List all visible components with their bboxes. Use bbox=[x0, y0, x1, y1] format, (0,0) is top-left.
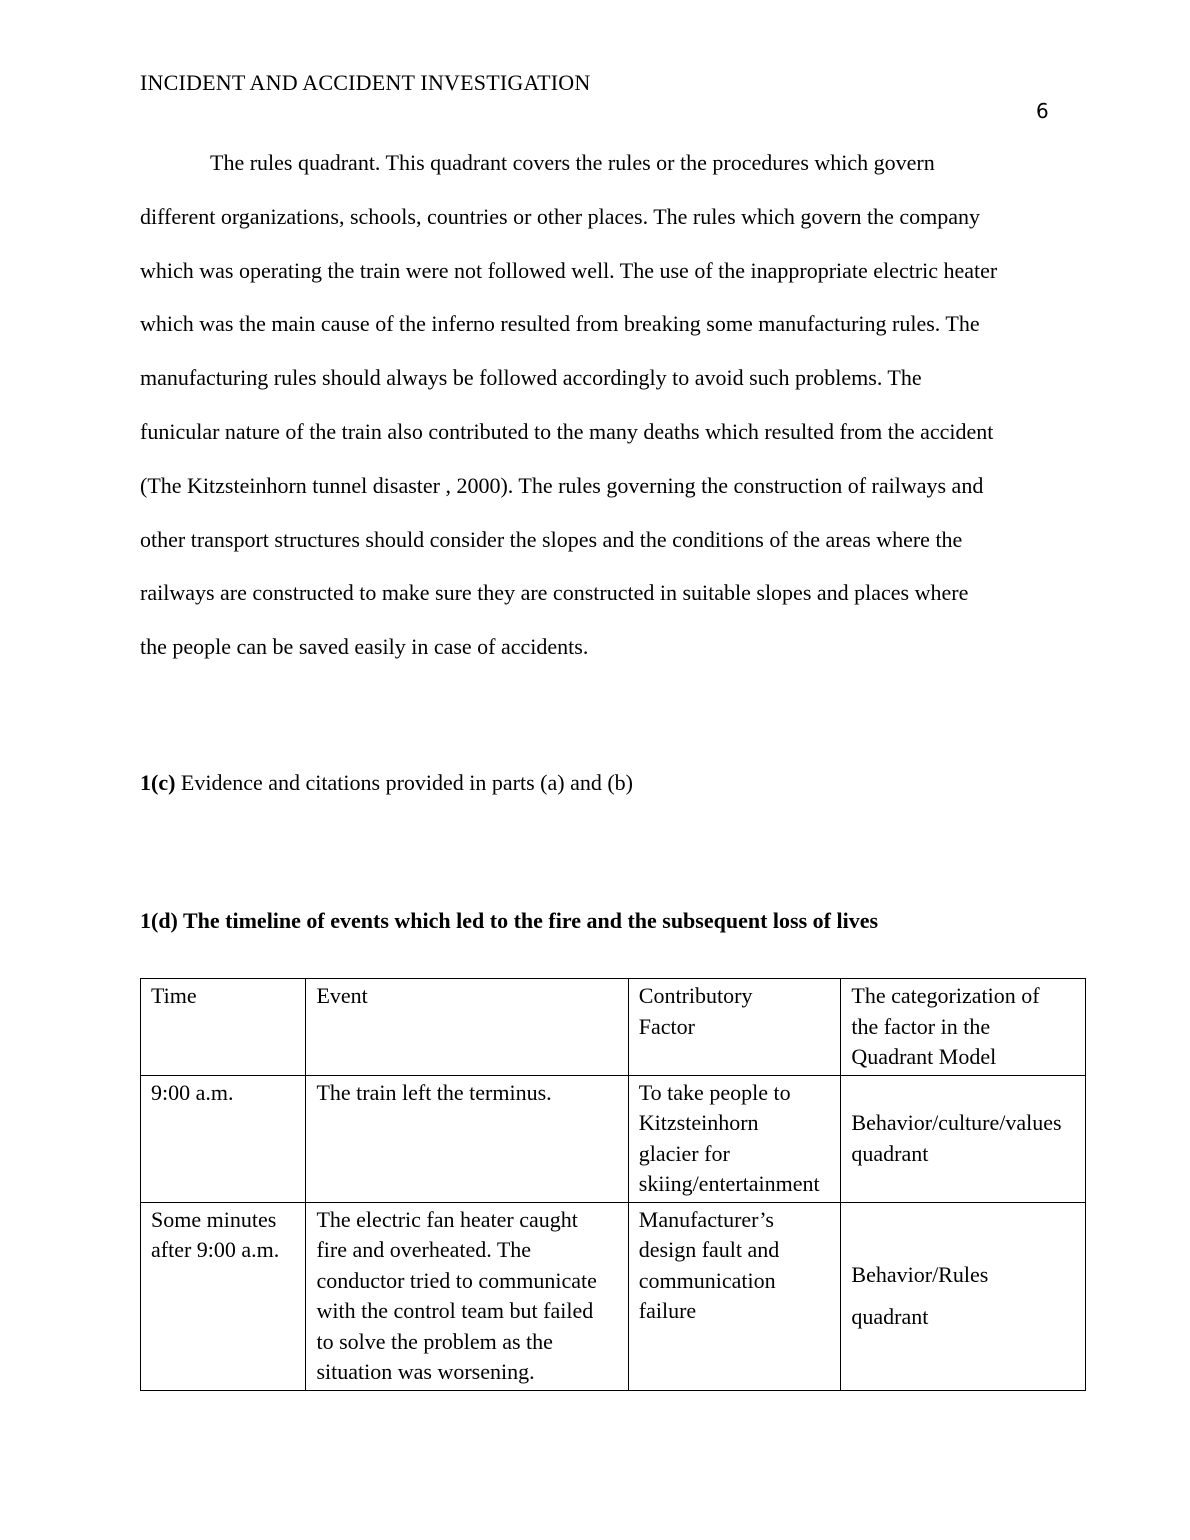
cell-line: To take people to bbox=[638, 1079, 791, 1105]
section-1c-text: Evidence and citations provided in parts (a) and (b) bbox=[175, 770, 633, 795]
cell-line: 9:00 a.m. bbox=[151, 1079, 234, 1105]
paragraph-line: (The Kitzsteinhorn tunnel disaster , 2000). The rules governing the construction of railways and bbox=[140, 472, 984, 498]
section-1c bbox=[140, 770, 633, 796]
paragraph-line: which was operating the train were not followed well. The use of the inappropriate electric heater bbox=[140, 257, 998, 283]
paragraph-line: which was the main cause of the inferno resulted from breaking some manufacturing rules. The bbox=[140, 311, 980, 337]
cell-factor bbox=[628, 1075, 841, 1202]
timeline-table bbox=[140, 978, 1086, 1391]
cell-line: after 9:00 a.m. bbox=[151, 1237, 280, 1262]
cell-line: Some minutes bbox=[151, 1206, 277, 1232]
paragraph-spacer bbox=[851, 1291, 1075, 1302]
cell-line: conductor tried to communicate bbox=[316, 1267, 597, 1293]
cell-line: Quadrant Model bbox=[851, 1044, 997, 1069]
paragraph-line: funicular nature of the train also contributed to the many deaths which resulted from the accident bbox=[140, 418, 994, 444]
cell-line: with the control team but failed bbox=[316, 1298, 594, 1323]
table-header-row bbox=[141, 979, 1086, 1076]
cell-line: Event bbox=[316, 983, 368, 1008]
cell-line: quadrant bbox=[851, 1303, 929, 1329]
cell-line: Behavior/Rules bbox=[851, 1262, 989, 1287]
cell-line: Kitzsteinhorn bbox=[638, 1110, 759, 1135]
cell-line: Manufacturer’s bbox=[638, 1206, 774, 1232]
cell-line: to solve the problem as the bbox=[316, 1328, 553, 1354]
cell-line: failure bbox=[638, 1298, 697, 1323]
paragraph-line: the people can be saved easily in case of accidents. bbox=[140, 634, 589, 660]
page-number: 6 bbox=[1036, 99, 1049, 123]
section-1d-heading: 1(d) The timeline of events which led to the fire and the subsequent loss of lives bbox=[140, 908, 879, 933]
cell-event bbox=[306, 1075, 628, 1202]
paragraph-line: different organizations, schools, countries or other places. The rules which govern the company bbox=[140, 203, 981, 229]
cell-time bbox=[141, 1075, 306, 1202]
cell-factor bbox=[628, 1202, 841, 1390]
cell-time bbox=[141, 1202, 306, 1390]
cell-line: The categorization of bbox=[851, 983, 1040, 1008]
cell-line: quadrant bbox=[851, 1140, 929, 1166]
cell-line: Contributory bbox=[638, 983, 753, 1008]
cell-line: Factor bbox=[638, 1013, 695, 1039]
header-cell-event bbox=[306, 979, 628, 1076]
running-head: INCIDENT AND ACCIDENT INVESTIGATION bbox=[140, 70, 591, 95]
cell-line: fire and overheated. The bbox=[316, 1237, 532, 1262]
cell-line: the factor in the bbox=[851, 1013, 991, 1039]
paragraph-line: The rules quadrant. This quadrant covers the rules or the procedures which govern bbox=[210, 150, 935, 175]
cell-line: The electric fan heater caught bbox=[316, 1206, 578, 1232]
table-row bbox=[141, 1075, 1086, 1202]
cell-category bbox=[841, 1075, 1086, 1202]
paragraph-line: railways are constructed to make sure they are constructed in suitable slopes and places where bbox=[140, 580, 969, 606]
header-cell-factor bbox=[628, 979, 841, 1076]
cell-line: Behavior/culture/values bbox=[851, 1110, 1062, 1135]
paragraph-line: manufacturing rules should always be followed accordingly to avoid such problems. The bbox=[140, 365, 922, 391]
cell-event bbox=[306, 1202, 628, 1390]
header-cell-category bbox=[841, 979, 1086, 1076]
header-cell-time bbox=[141, 979, 306, 1076]
cell-line: glacier for bbox=[638, 1140, 730, 1166]
cell-category bbox=[841, 1202, 1086, 1390]
cell-line: situation was worsening. bbox=[316, 1359, 535, 1384]
rules-quadrant-paragraph bbox=[140, 136, 1070, 674]
cell-line: design fault and bbox=[638, 1237, 780, 1262]
cell-line: skiing/entertainment bbox=[638, 1171, 820, 1196]
section-1c-label: 1(c) bbox=[140, 770, 176, 795]
cell-line: Time bbox=[151, 983, 197, 1008]
cell-line: communication bbox=[638, 1267, 776, 1293]
paragraph-line: other transport structures should consider the slopes and the conditions of the areas where the bbox=[140, 526, 963, 552]
cell-line: The train left the terminus. bbox=[316, 1079, 552, 1105]
table-row bbox=[141, 1202, 1086, 1390]
